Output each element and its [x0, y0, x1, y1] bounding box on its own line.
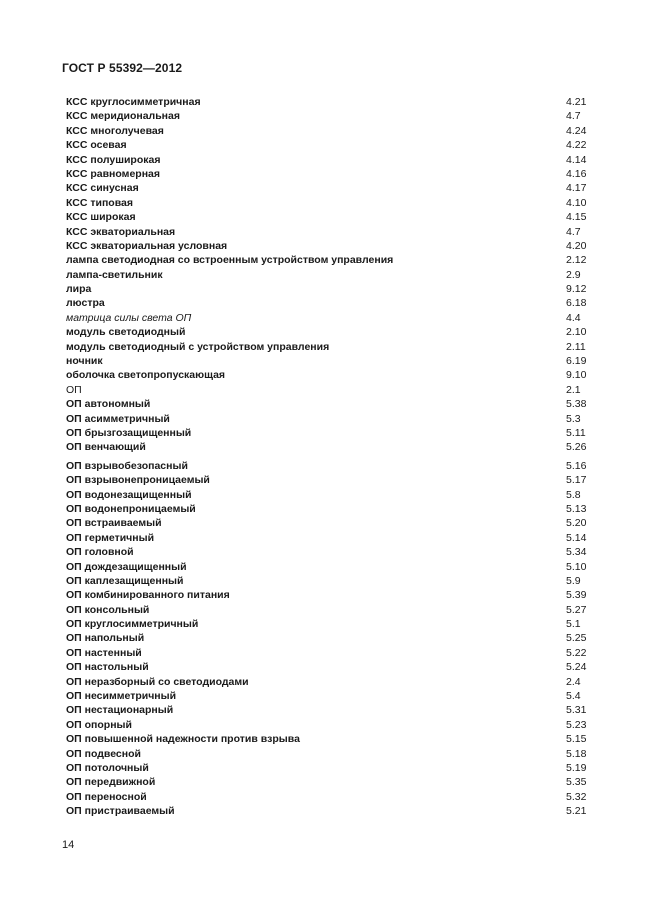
- index-row: [66, 253, 596, 267]
- index-reference: 4.14: [566, 153, 587, 166]
- index-term: ОП напольный: [66, 632, 145, 645]
- index-row: [66, 210, 596, 224]
- index-reference: 5.39: [566, 589, 587, 602]
- index-row: [66, 761, 596, 775]
- index-reference: 2.12: [566, 254, 587, 267]
- index-term: ОП комбинированного питания: [66, 589, 230, 602]
- index-reference: 5.26: [566, 441, 587, 454]
- index-reference: 4.24: [566, 124, 587, 137]
- index-term: КСС круглосимметричная: [66, 96, 201, 108]
- index-term: ОП: [66, 383, 82, 396]
- index-term: ОП нестационарный: [66, 704, 174, 717]
- index-row: [66, 531, 596, 545]
- index-term: ОП пристраиваемый: [66, 805, 175, 818]
- index-reference: 5.18: [566, 747, 587, 760]
- index-reference: 5.3: [566, 412, 581, 425]
- index-term: ОП потолочный: [66, 761, 149, 774]
- index-reference: 5.31: [566, 704, 587, 717]
- index-row: [66, 325, 596, 339]
- index-term: ОП переносной: [66, 790, 147, 803]
- index-term: ОП несимметричный: [66, 690, 177, 703]
- index-term: модуль светодиодный с устройством управления: [66, 340, 330, 353]
- index-row: [66, 354, 596, 368]
- index-term: ОП каплезащищенный: [66, 574, 184, 587]
- index-row: [66, 804, 596, 818]
- index-reference: 5.9: [566, 574, 581, 587]
- index-row: [66, 311, 596, 325]
- index-row: [66, 167, 596, 181]
- index-row: [66, 124, 596, 138]
- index-row: [66, 516, 596, 530]
- index-term: ОП головной: [66, 546, 134, 559]
- document-header: ГОСТ Р 55392—2012: [62, 61, 183, 75]
- index-term: ОП автономный: [66, 398, 151, 411]
- index-reference: 4.22: [566, 139, 587, 152]
- index-reference: 4.7: [566, 110, 581, 123]
- index-reference: 4.20: [566, 239, 587, 252]
- index-term: матрица силы света ОП: [66, 311, 192, 324]
- index-row: [66, 383, 596, 397]
- index-term: ночник: [66, 355, 103, 368]
- index-reference: 5.10: [566, 560, 587, 573]
- index-row: [66, 397, 596, 411]
- index-term: модуль светодиодный: [66, 326, 186, 339]
- index-term: КСС синусная: [66, 182, 139, 195]
- index-row: [66, 790, 596, 804]
- index-reference: 6.19: [566, 355, 587, 368]
- index-row: [66, 617, 596, 631]
- index-reference: 5.16: [566, 459, 587, 472]
- index-term: ОП брызгозащищенный: [66, 426, 192, 439]
- index-reference: 2.1: [566, 383, 581, 396]
- index-term: КСС равномерная: [66, 167, 161, 180]
- index-reference: 5.34: [566, 546, 587, 559]
- index-term: ОП опорный: [66, 718, 132, 731]
- index-row: [66, 473, 596, 487]
- index-term: КСС типовая: [66, 196, 133, 209]
- index-row: [66, 646, 596, 660]
- index-reference: 5.13: [566, 502, 587, 515]
- index-reference: 4.7: [566, 225, 581, 238]
- index-reference: 5.27: [566, 603, 587, 616]
- index-reference: 2.4: [566, 675, 581, 688]
- index-term: ОП водонепроницаемый: [66, 502, 196, 515]
- index-row: [66, 488, 596, 502]
- index-term: ОП повышенной надежности против взрыва: [66, 733, 300, 746]
- index-row: [66, 196, 596, 210]
- index-reference: 5.11: [566, 426, 586, 439]
- index-row: [66, 440, 596, 454]
- index-reference: 4.15: [566, 211, 587, 224]
- index-term: КСС осевая: [66, 139, 127, 152]
- index-reference: 5.22: [566, 646, 587, 659]
- index-row: [66, 368, 596, 382]
- index-row: [66, 95, 596, 109]
- index-row: [66, 239, 596, 253]
- index-row: [66, 574, 596, 588]
- index-reference: 5.19: [566, 761, 587, 774]
- index-term: ОП неразборный со светодиодами: [66, 675, 249, 688]
- index-term: лира: [66, 283, 92, 296]
- index-row: [66, 689, 596, 703]
- index-term: КСС экваториальная условная: [66, 239, 228, 252]
- index-row: [66, 296, 596, 310]
- index-row: [66, 675, 596, 689]
- index-term: ОП взрывонепроницаемый: [66, 474, 210, 487]
- index-row: [66, 459, 596, 473]
- index-row: [66, 225, 596, 239]
- index-row: [66, 631, 596, 645]
- index-term: КСС меридиональная: [66, 110, 180, 123]
- index-term: ОП круглосимметричный: [66, 618, 199, 631]
- index-term: люстра: [66, 297, 105, 310]
- index-reference: 4.17: [566, 182, 587, 195]
- index-row: [66, 153, 596, 167]
- term-index-list: [66, 95, 596, 819]
- index-row: [66, 660, 596, 674]
- index-term: ОП взрывобезопасный: [66, 459, 188, 472]
- index-reference: 2.9: [566, 268, 581, 281]
- index-row: [66, 340, 596, 354]
- index-term: ОП герметичный: [66, 531, 155, 544]
- index-row: [66, 412, 596, 426]
- index-term: ОП дождезащищенный: [66, 560, 187, 573]
- index-term: ОП передвижной: [66, 776, 156, 789]
- index-row: [66, 703, 596, 717]
- index-reference: 4.4: [566, 311, 581, 324]
- index-row: [66, 732, 596, 746]
- index-term: КСС экваториальная: [66, 225, 176, 238]
- index-row: [66, 747, 596, 761]
- index-term: ОП настенный: [66, 646, 142, 659]
- index-row: [66, 588, 596, 602]
- index-row: [66, 560, 596, 574]
- index-reference: 4.16: [566, 167, 587, 180]
- index-reference: 5.38: [566, 398, 587, 411]
- index-row: [66, 426, 596, 440]
- index-term: ОП асимметричный: [66, 412, 170, 425]
- index-reference: 2.10: [566, 326, 587, 339]
- index-term: КСС многолучевая: [66, 124, 164, 137]
- index-row: [66, 545, 596, 559]
- index-reference: 5.32: [566, 790, 587, 803]
- index-row: [66, 138, 596, 152]
- index-reference: 2.11: [566, 340, 586, 353]
- index-reference: 6.18: [566, 297, 587, 310]
- index-reference: 9.12: [566, 283, 587, 296]
- index-term: ОП консольный: [66, 603, 150, 616]
- index-reference: 5.21: [566, 805, 587, 818]
- index-reference: 4.21: [566, 96, 587, 108]
- index-term: ОП водонезащищенный: [66, 488, 192, 501]
- index-term: ОП встраиваемый: [66, 517, 162, 530]
- index-term: ОП подвесной: [66, 747, 141, 760]
- index-term: лампа-светильник: [66, 268, 163, 281]
- index-term: КСС полуширокая: [66, 153, 161, 166]
- index-term: лампа светодиодная со встроенным устройством управления: [66, 254, 394, 267]
- index-term: ОП настольный: [66, 661, 149, 674]
- index-reference: 4.10: [566, 196, 587, 209]
- index-row: [66, 109, 596, 123]
- index-term: ОП венчающий: [66, 441, 146, 454]
- index-reference: 5.4: [566, 690, 581, 703]
- index-reference: 5.24: [566, 661, 587, 674]
- index-reference: 5.14: [566, 531, 587, 544]
- page-number: 14: [62, 839, 75, 851]
- index-reference: 5.20: [566, 517, 587, 530]
- index-reference: 5.17: [566, 474, 587, 487]
- index-reference: 5.25: [566, 632, 587, 645]
- index-row: [66, 603, 596, 617]
- index-reference: 9.10: [566, 369, 587, 382]
- index-reference: 5.23: [566, 718, 587, 731]
- index-row: [66, 718, 596, 732]
- index-row: [66, 282, 596, 296]
- index-row: [66, 775, 596, 789]
- index-reference: 5.15: [566, 733, 587, 746]
- index-row: [66, 181, 596, 195]
- index-term: оболочка светопропускающая: [66, 369, 226, 382]
- index-reference: 5.8: [566, 488, 581, 501]
- index-reference: 5.1: [566, 618, 581, 631]
- index-reference: 5.35: [566, 776, 587, 789]
- index-term: КСС широкая: [66, 211, 136, 224]
- index-row: [66, 268, 596, 282]
- index-row: [66, 502, 596, 516]
